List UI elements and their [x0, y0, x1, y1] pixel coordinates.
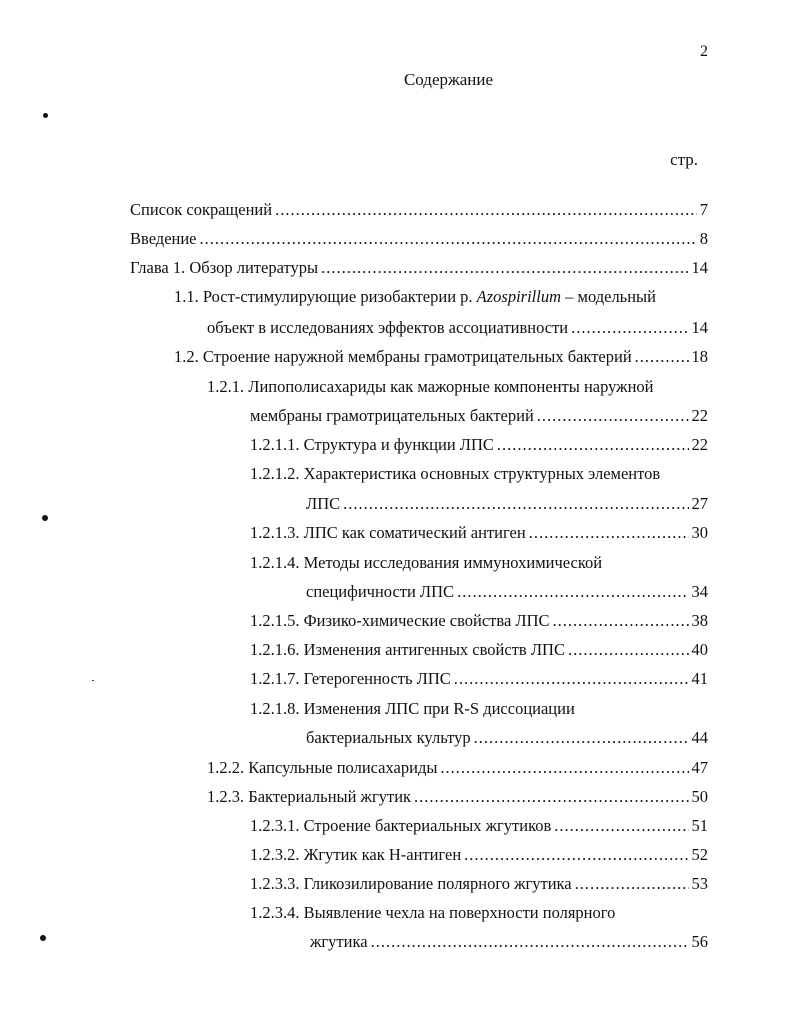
toc-entry[interactable]	[250, 610, 708, 632]
toc-entry-page: 22	[691, 435, 708, 454]
toc-entry-number: 1.2.	[174, 347, 199, 366]
toc-entry-text: Изменения антигенных свойств ЛПС	[303, 640, 565, 659]
margin-dot	[40, 935, 46, 941]
toc-entry[interactable]	[207, 317, 708, 339]
toc-entry-number: 1.2.1.8.	[250, 699, 300, 718]
toc-entry-page: 41	[691, 669, 708, 688]
margin-dot	[42, 515, 48, 521]
toc-leader-dots	[635, 346, 689, 368]
toc-entry-text: Выявление чехла на поверхности полярного	[303, 903, 616, 922]
toc-entry-page: 34	[691, 582, 708, 601]
toc-entry-number: 1.2.1.5.	[250, 611, 300, 630]
toc-leader-dots	[568, 639, 689, 661]
toc-entry[interactable]	[130, 199, 708, 221]
toc-leader-dots	[497, 434, 689, 456]
toc-leader-dots	[371, 931, 689, 953]
toc-leader-dots	[529, 522, 689, 544]
toc-entry-page: 56	[691, 932, 708, 951]
toc-entry-page: 18	[691, 347, 708, 366]
toc-entry-page: 8	[699, 229, 708, 248]
toc-leader-dots	[457, 581, 688, 603]
toc-entry-text: ЛПС	[306, 494, 341, 513]
toc-entry-text: бактериальных культур	[306, 728, 471, 747]
toc-leader-dots	[440, 757, 688, 779]
toc-entry-number: 1.2.3.3.	[250, 874, 300, 893]
toc-entry-text: Липополисахариды как мажорные компоненты наружной	[248, 377, 654, 396]
page-number: 2	[700, 43, 708, 60]
toc-entry-line1[interactable]	[250, 902, 615, 924]
toc-leader-dots	[554, 815, 688, 837]
toc-entry-text: Гликозилирование полярного жгутика	[303, 874, 572, 893]
margin-speck	[92, 680, 94, 681]
toc-entry[interactable]	[250, 873, 708, 895]
toc-entry-number: 1.2.3.	[207, 787, 245, 806]
toc-entry[interactable]	[130, 228, 708, 250]
toc-entry-number: 1.2.3.2.	[250, 845, 300, 864]
toc-entry-page: 51	[691, 816, 708, 835]
toc-entry-text: Рост-стимулирующие ризобактерии р.	[202, 287, 473, 306]
toc-leader-dots	[474, 727, 689, 749]
toc-entry-text: Структура и функции ЛПС	[303, 435, 494, 454]
toc-leader-dots	[537, 405, 689, 427]
toc-entry-text: специфичности ЛПС	[306, 582, 455, 601]
page-column-label: стр.	[670, 150, 698, 169]
toc-entry-page: 50	[691, 787, 708, 806]
toc-entry-text: – модельный	[565, 287, 656, 306]
toc-entry[interactable]	[306, 581, 708, 603]
toc-entry-number: 1.2.1.3.	[250, 523, 300, 542]
toc-entry-text: мембраны грамотрицательных бактерий	[250, 406, 534, 425]
toc-entry-page: 53	[691, 874, 708, 893]
toc-entry-text: Введение	[130, 229, 197, 248]
margin-dot	[43, 113, 48, 118]
toc-leader-dots	[464, 844, 688, 866]
toc-entry[interactable]	[250, 844, 708, 866]
toc-entry-number: 1.2.1.	[207, 377, 245, 396]
toc-entry[interactable]	[310, 931, 708, 953]
toc-entry-line1[interactable]	[250, 463, 660, 485]
toc-entry-line1[interactable]	[250, 698, 575, 720]
toc-entry-page: 30	[691, 523, 708, 542]
toc-entry-line1[interactable]	[174, 286, 656, 308]
toc-entry-number: 1.1.	[174, 287, 199, 306]
toc-entry-number: 1.2.1.6.	[250, 640, 300, 659]
toc-entry[interactable]	[250, 815, 708, 837]
toc-entry-text: ЛПС как соматический антиген	[303, 523, 526, 542]
toc-entry-text: Строение наружной мембраны грамотрицательных бактерий	[202, 347, 632, 366]
toc-entry[interactable]	[250, 405, 708, 427]
toc-entry-line1[interactable]	[207, 376, 653, 398]
toc-entry-number: 1.2.1.1.	[250, 435, 300, 454]
toc-entry-page: 40	[691, 640, 708, 659]
toc-leader-dots	[414, 786, 688, 808]
toc-leader-dots	[571, 317, 688, 339]
toc-entry[interactable]	[130, 257, 708, 279]
toc-leader-dots	[200, 228, 697, 250]
toc-entry-number: 1.2.1.2.	[250, 464, 300, 483]
toc-entry-text: Бактериальный жгутик	[248, 787, 412, 806]
toc-entry-page: 14	[691, 258, 708, 277]
toc-entry-text: Список сокращений	[130, 200, 273, 219]
toc-entry[interactable]	[174, 346, 708, 368]
toc-entry-text: Строение бактериальных жгутиков	[303, 816, 552, 835]
toc-entry-text: Физико-химические свойства ЛПС	[303, 611, 550, 630]
toc-entry-page: 44	[691, 728, 708, 747]
toc-entry-number: 1.2.3.1.	[250, 816, 300, 835]
toc-leader-dots	[343, 493, 688, 515]
toc-entry-text: Методы исследования иммунохимической	[303, 553, 603, 572]
toc-leader-dots	[321, 257, 688, 279]
toc-entry[interactable]	[207, 786, 708, 808]
toc-entry-text: Характеристика основных структурных элементов	[303, 464, 661, 483]
toc-entry-page: 52	[691, 845, 708, 864]
toc-entry[interactable]	[306, 727, 708, 749]
toc-leader-dots	[275, 199, 697, 221]
toc-entry-number: 1.2.1.7.	[250, 669, 300, 688]
toc-entry[interactable]	[250, 668, 708, 690]
toc-leader-dots	[454, 668, 689, 690]
toc-entry[interactable]	[250, 639, 708, 661]
toc-entry-number: 1.2.1.4.	[250, 553, 300, 572]
toc-entry-italic: Azospirillum	[476, 287, 562, 306]
toc-entry-text: Гетерогенность ЛПС	[303, 669, 451, 688]
toc-entry-text: Жгутик как Н-антиген	[303, 845, 462, 864]
toc-entry-line1[interactable]	[250, 552, 602, 574]
toc-leader-dots	[575, 873, 689, 895]
toc-entry-number: 1.2.3.4.	[250, 903, 300, 922]
page-title: Содержание	[403, 70, 494, 89]
toc-entry-text: объект в исследованиях эффектов ассоциативности	[207, 318, 569, 337]
toc-entry-page: 47	[691, 758, 708, 777]
toc-entry-page: 38	[691, 611, 708, 630]
toc-entry-page: 7	[699, 200, 708, 219]
toc-entry-page: 14	[691, 318, 708, 337]
toc-entry[interactable]	[306, 493, 708, 515]
toc-leader-dots	[553, 610, 689, 632]
toc-entry[interactable]	[207, 757, 708, 779]
toc-entry[interactable]	[250, 522, 708, 544]
toc-entry-page: 22	[691, 406, 708, 425]
toc-entry-text: жгутика	[310, 932, 368, 951]
toc-entry-text: Глава 1. Обзор литературы	[130, 258, 319, 277]
toc-entry-number: 1.2.2.	[207, 758, 245, 777]
toc-entry-text: Изменения ЛПС при R-S диссоциации	[303, 699, 575, 718]
toc-entry-text: Капсульные полисахариды	[248, 758, 438, 777]
toc-entry[interactable]	[250, 434, 708, 456]
toc-entry-page: 27	[691, 494, 708, 513]
